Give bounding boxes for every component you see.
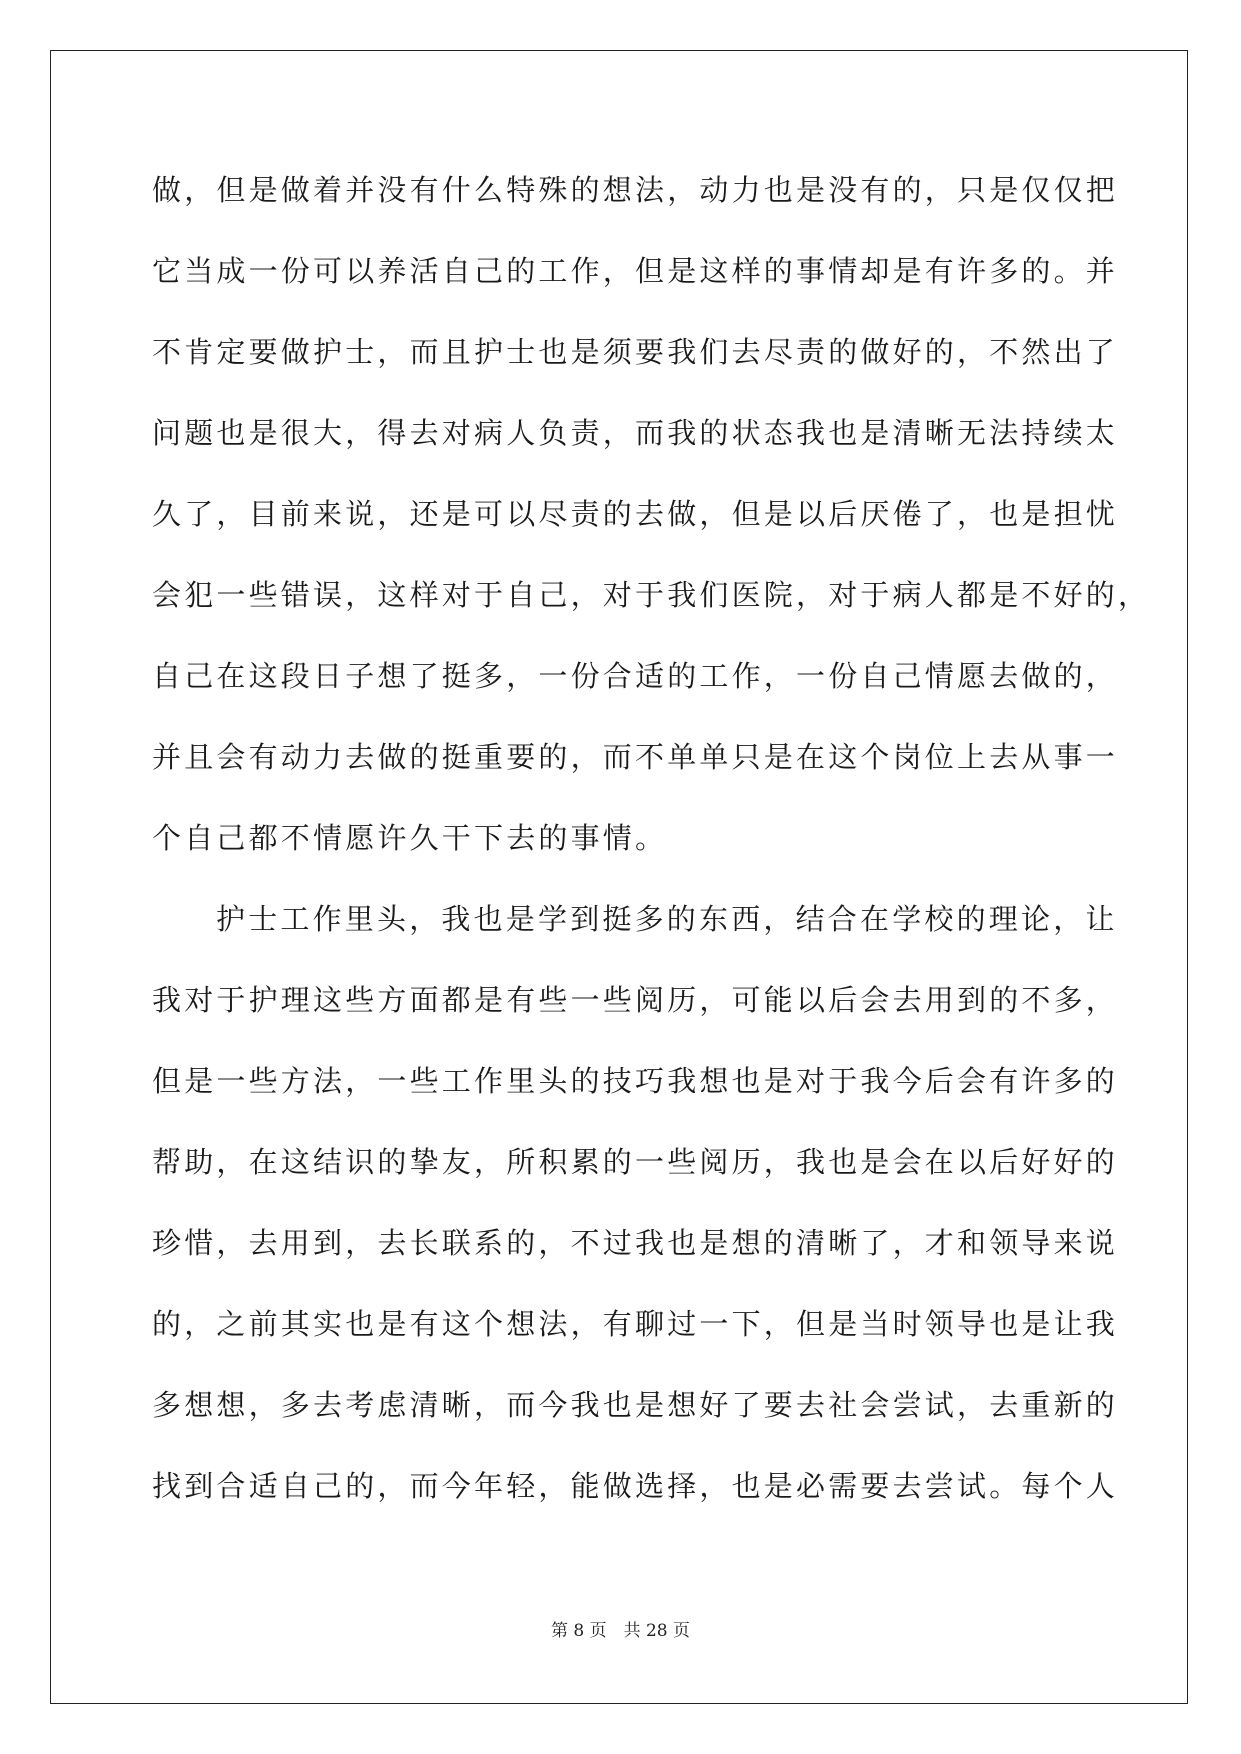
document-body: [152, 150, 1151, 1527]
text-line: 个自己都不情愿许久干下去的事情。: [152, 821, 668, 855]
page-number-footer: 第 8 页 共 28 页: [550, 1621, 691, 1641]
text-line: 并且会有动力去做的挺重要的，而不单单只是在这个岗位上去从事一: [152, 740, 1119, 774]
text-line: 做，但是做着并没有什么特殊的想法，动力也是没有的，只是仅仅把: [152, 173, 1119, 207]
text-line: 帮助，在这结识的挚友，所积累的一些阅历，我也是会在以后好好的: [152, 1145, 1119, 1179]
text-line: 它当成一份可以养活自己的工作，但是这样的事情却是有许多的。并: [152, 254, 1119, 288]
text-line: 不肯定要做护士，而且护士也是须要我们去尽责的做好的，不然出了: [152, 335, 1119, 369]
text-line: 找到合适自己的，而今年轻，能做选择，也是必需要去尝试。每个人: [152, 1469, 1119, 1503]
text-line: 珍惜，去用到，去长联系的，不过我也是想的清晰了，才和领导来说: [152, 1226, 1119, 1260]
text-line: 我对于护理这些方面都是有些一些阅历，可能以后会去用到的不多，: [152, 983, 1119, 1017]
text-line: 的，之前其实也是有这个想法，有聊过一下，但是当时领导也是让我: [152, 1307, 1119, 1341]
text-line: 多想想，多去考虑清晰，而今我也是想好了要去社会尝试，去重新的: [152, 1388, 1119, 1422]
text-line: 久了，目前来说，还是可以尽责的去做，但是以后厌倦了，也是担忧: [152, 497, 1119, 531]
paragraph-start-line: 护士工作里头，我也是学到挺多的东西，结合在学校的理论，让: [216, 902, 1118, 936]
text-line: 问题也是很大，得去对病人负责，而我的状态我也是清晰无法持续太: [152, 416, 1119, 450]
text-line: 但是一些方法，一些工作里头的技巧我想也是对于我今后会有许多的: [152, 1064, 1119, 1098]
text-line: 会犯一些错误，这样对于自己，对于我们医院，对于病人都是不好的，: [152, 578, 1151, 612]
text-line: 自己在这段日子想了挺多，一份合适的工作，一份自己情愿去做的，: [152, 659, 1119, 693]
